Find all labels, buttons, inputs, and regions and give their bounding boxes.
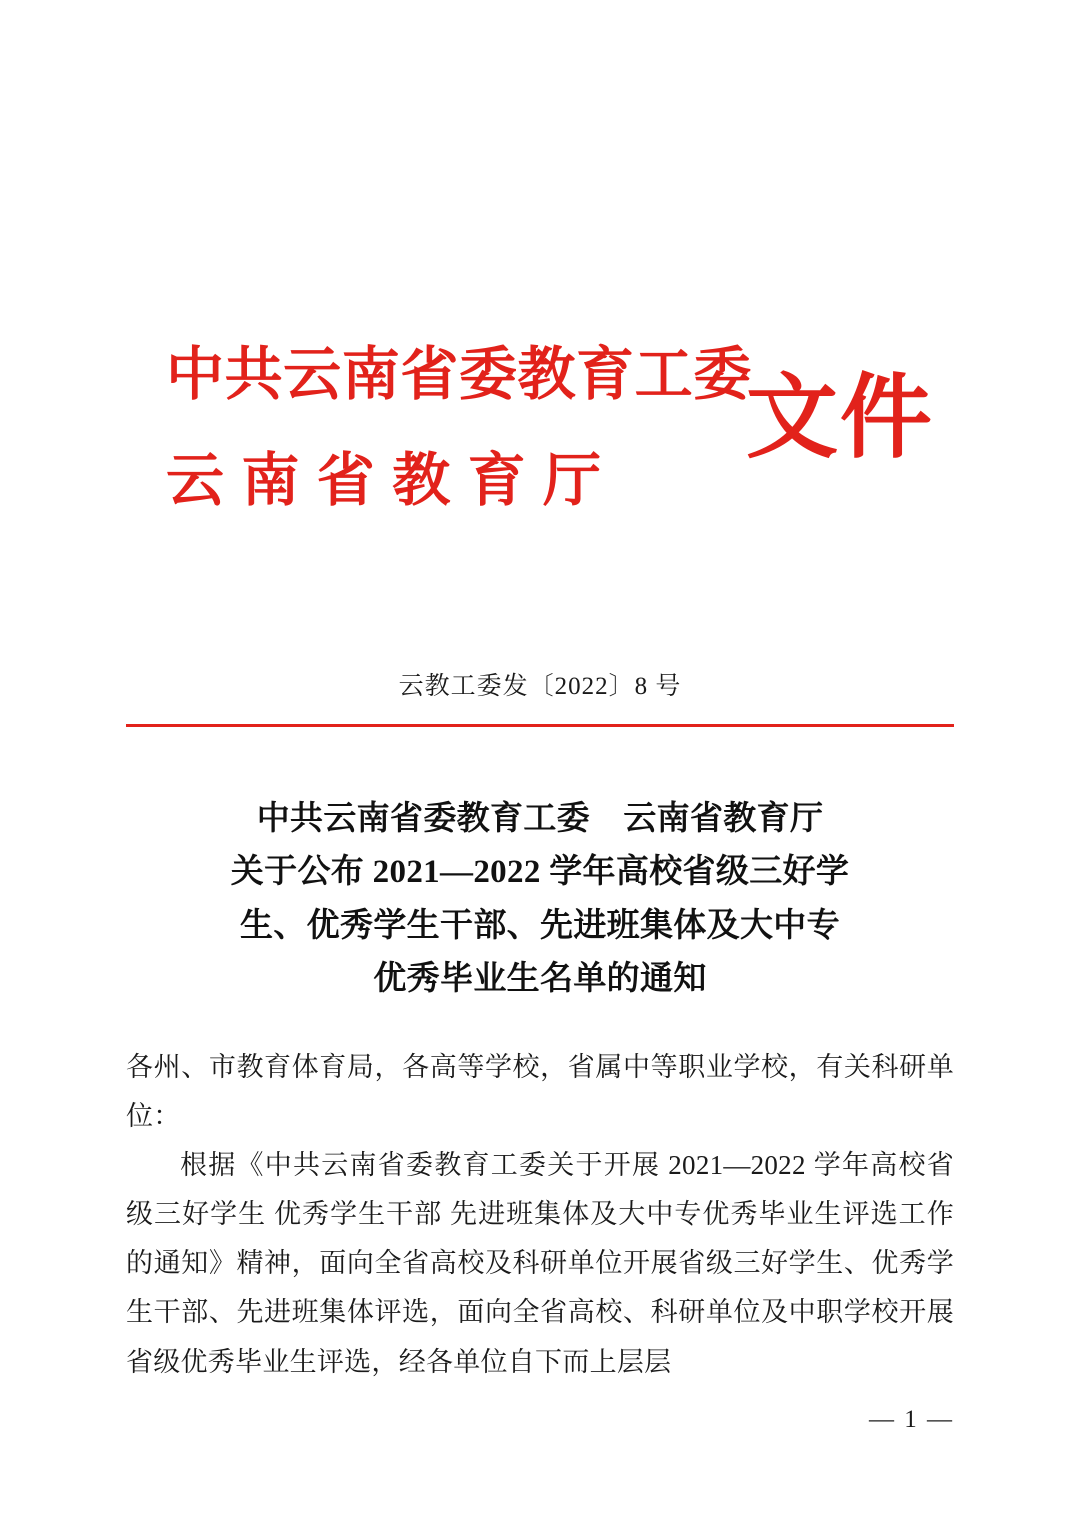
letterhead-overlay-wenjian: 文件 bbox=[746, 367, 934, 469]
title-line-3: 生、优秀学生干部、先进班集体及大中专 bbox=[240, 907, 840, 944]
letterhead-line-1: 中共云南省委教育工委 bbox=[166, 342, 752, 407]
letterhead-line-2: 云南省教育厅 bbox=[166, 448, 619, 513]
page-number: — 1 — bbox=[869, 1406, 954, 1433]
title-line-1: 中共云南省委教育工委 云南省教育厅 bbox=[256, 801, 824, 837]
title-line-2: 关于公布 2021—2022 学年高校省级三好学 bbox=[230, 854, 850, 891]
title-line-4: 优秀毕业生名单的通知 bbox=[373, 961, 707, 998]
document-title bbox=[126, 793, 954, 1007]
letterhead bbox=[126, 0, 954, 580]
body-salutation: 各州、市教育体育局，各高等学校，省属中等职业学校，有关科研单位： bbox=[126, 1051, 954, 1131]
red-divider-rule bbox=[126, 724, 954, 727]
document-body bbox=[126, 1043, 954, 1387]
body-paragraph-1: 根据《中共云南省委教育工委关于开展 2021—2022 学年高校省级三好学生 优秀学生干部 先进班集体及大中专优秀毕业生评选工作的通知》精神，面向全省高校及科研单位开展省级三好学生、优秀学生干部、先进班集体评选，面向全省高校、科研单位及中职学校开展省级优秀毕业生评选，经各单位自下而上层层 bbox=[126, 1150, 954, 1377]
document-number: 云教工委发〔2022〕8 号 bbox=[398, 673, 682, 700]
